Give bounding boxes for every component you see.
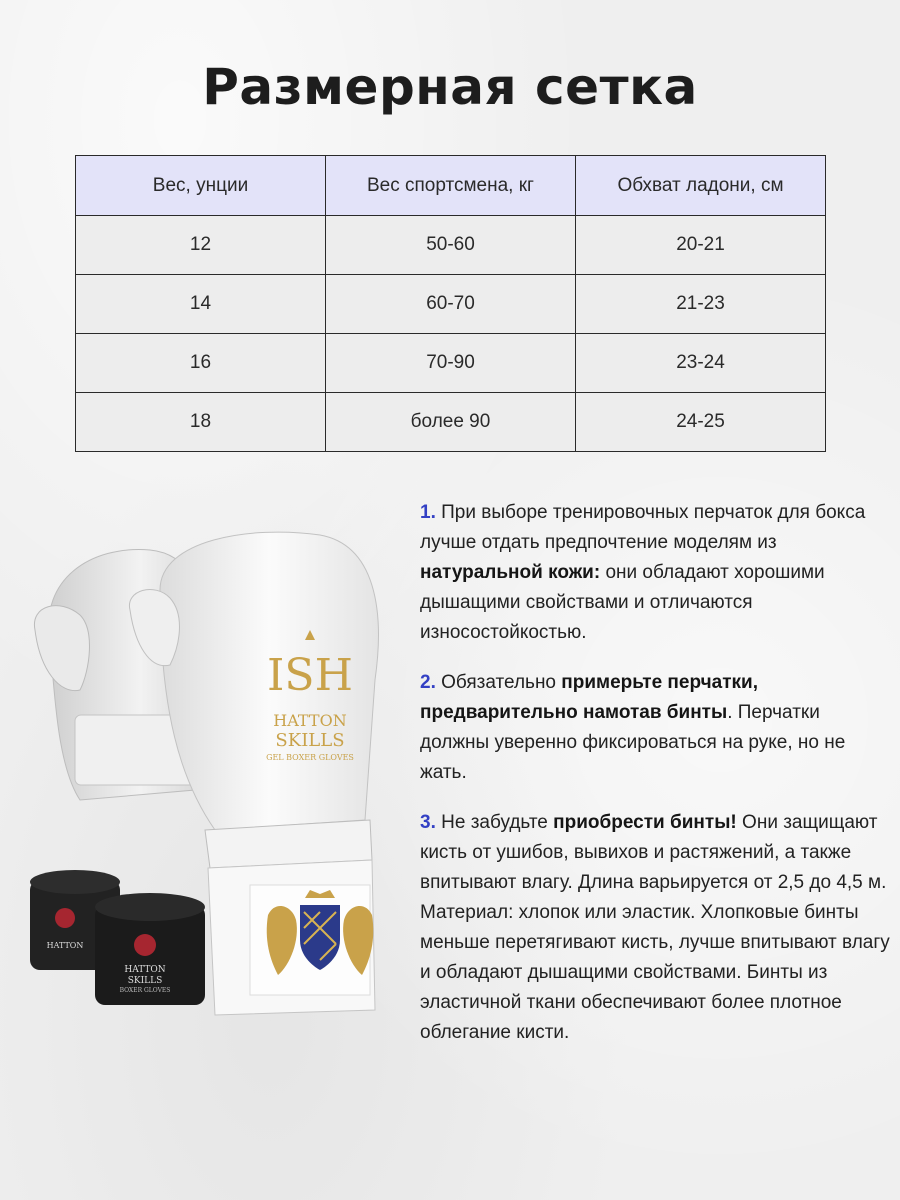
tip-text: При выборе тренировочных перчаток для бокса лучше отдать предпочтение моделям из (420, 502, 866, 553)
table-row (76, 275, 826, 334)
table-cell: 23-24 (576, 334, 826, 393)
brand-line-1: HATTON (273, 711, 347, 730)
tip-number: 3. (420, 812, 436, 833)
table-cell: 50-60 (326, 216, 576, 275)
table-cell: 70-90 (326, 334, 576, 393)
tip-text: Они защищают кисть от ушибов, вывихов и растяжений, а также впитывают влагу. Длина варьируется от 2,5 до 4,5 м. Материал: хлопок или эластик. Хлопковые бинты меньше перетягивают кисть, лучше впитывают влагу и обладают дышащими свойствами. Бинты из эластичной ткани обеспечивают более плотное облегание кисти. (420, 812, 890, 1043)
wrap-label-2: HATTON (124, 965, 166, 975)
tip-3 (420, 808, 890, 1048)
tip-bold: приобрести бинты! (553, 812, 737, 833)
brand-line-2: SKILLS (275, 730, 345, 751)
hand-wraps (30, 870, 205, 1005)
header-weight-oz: Вес, унции (76, 156, 326, 216)
tip-2 (420, 668, 890, 788)
tip-1 (420, 498, 890, 648)
table-row (76, 393, 826, 452)
tips-list (420, 498, 890, 1068)
wrap-label-1: HATTON (46, 941, 84, 950)
table-cell: 20-21 (576, 216, 826, 275)
boxing-gloves-image (20, 520, 400, 1040)
table-header-row (76, 156, 826, 216)
logo-letters: ISH (267, 650, 353, 701)
wrap-label-4: BOXER GLOVES (119, 987, 171, 994)
tip-bold: натуральной кожи: (420, 562, 601, 583)
tip-number: 2. (420, 672, 436, 693)
header-palm-girth: Обхват ладони, см (576, 156, 826, 216)
table-cell: 14 (76, 275, 326, 334)
table-cell: 60-70 (326, 275, 576, 334)
brand-logo (266, 630, 354, 762)
table-row (76, 334, 826, 393)
table-cell: 18 (76, 393, 326, 452)
tip-text: . Перчатки должны уверенно фиксироваться на руке, но не жать. (420, 702, 846, 783)
brand-line-3: GEL BOXER GLOVES (266, 753, 354, 762)
table-row (76, 216, 826, 275)
tip-text: Не забудьте (435, 812, 554, 833)
tip-text: Обязательно (435, 672, 562, 693)
size-chart-table (75, 155, 826, 452)
table-cell: 24-25 (576, 393, 826, 452)
tip-number: 1. (420, 502, 436, 523)
wrap-label-3: SKILLS (127, 976, 163, 986)
tip-text: они обладают хорошими дышащими свойствами и отличаются износостойкостью. (420, 562, 825, 643)
table-cell: 12 (76, 216, 326, 275)
table-cell: 16 (76, 334, 326, 393)
table-cell: более 90 (326, 393, 576, 452)
tip-bold: примерьте перчатки, предварительно намотав бинты (420, 672, 758, 723)
table-cell: 21-23 (576, 275, 826, 334)
page-title: Размерная сетка (202, 58, 698, 116)
header-athlete-weight: Вес спортсмена, кг (326, 156, 576, 216)
